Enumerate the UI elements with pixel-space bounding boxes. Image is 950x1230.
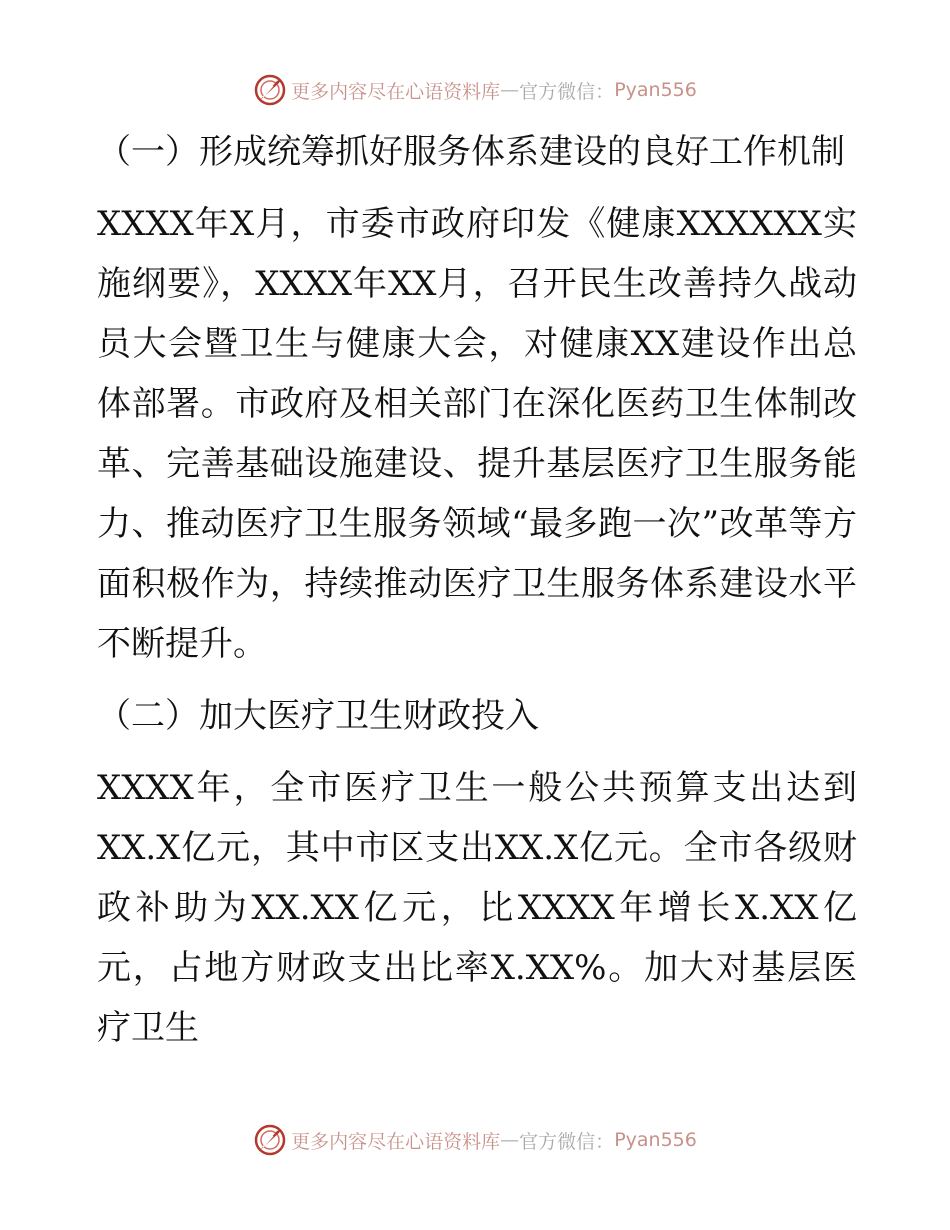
watermark-separator: —	[500, 79, 520, 101]
section1-heading: （一）形成统筹抓好服务体系建设的良好工作机制	[97, 132, 845, 172]
section1-paragraph: XXXX年X月，市委市政府印发《健康XXXXXX实施纲要》，XXXX年XX月，召开民生改善持久战动员大会暨卫生与健康大会，对健康XX建设作出总体部署。市政府及相关部门在深化医药卫生体制改革、完善基础设施建设、提升基层医疗卫生服务能力、推动医疗卫生服务领域“最多跑一次”改革等方面积极作为，持续推动医疗卫生服务体系建设水平不断提升。	[97, 204, 857, 664]
footer-watermark	[0, 1120, 950, 1160]
section2-paragraph: XXXX年，全市医疗卫生一般公共预算支出达到XX.X亿元，其中市区支出XX.X亿元。全市各级财政补助为XX.XX亿元，比XXXX年增长X.XX亿元，占地方财政支出比率X.XX%。加大对基层医疗卫生	[97, 768, 857, 1048]
watermark-main-text: 更多内容尽在心语资料库	[291, 80, 501, 103]
section2-heading: （二）加大医疗卫生财政投入	[97, 696, 539, 736]
watermark-account: Pyan556	[614, 1129, 697, 1151]
quill-logo-icon	[253, 73, 287, 107]
quill-logo-icon	[253, 1123, 287, 1157]
watermark-label: 官方微信：	[519, 80, 615, 103]
watermark-label: 官方微信：	[519, 1130, 615, 1153]
watermark-separator: —	[500, 1129, 520, 1151]
header-watermark	[0, 70, 950, 110]
watermark-main-text: 更多内容尽在心语资料库	[291, 1130, 501, 1153]
watermark-account: Pyan556	[614, 79, 697, 101]
document-body	[97, 122, 857, 1070]
